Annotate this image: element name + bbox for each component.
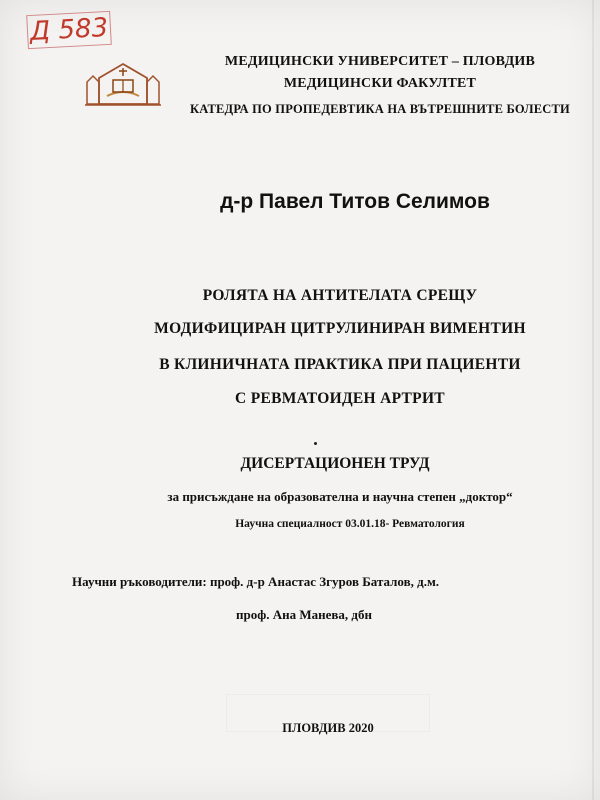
author-name: д-р Павел Титов Селимов xyxy=(220,190,490,213)
supervisors-line-2: проф. Ана Манева, дбн xyxy=(236,607,372,622)
page-edge-shadow xyxy=(592,0,594,800)
university-name: МЕДИЦИНСКИ УНИВЕРСИТЕТ – ПЛОВДИВ xyxy=(224,54,536,69)
dissertation-title-line-4: С РЕВМАТОИДЕН АРТРИТ xyxy=(235,390,445,407)
ink-dot xyxy=(314,442,317,445)
scientific-specialty: Научна специалност 03.01.18- Ревматология xyxy=(235,518,465,530)
department-name: КАТЕДРА ПО ПРОПЕДЕВТИКА НА ВЪТРЕШНИТЕ БОЛЕСТИ xyxy=(190,102,570,116)
faculty-name: МЕДИЦИНСКИ ФАКУЛТЕТ xyxy=(283,76,477,91)
thesis-type: ДИСЕРТАЦИОНЕН ТРУД xyxy=(240,455,430,472)
place-and-year: ПЛОВДИВ 2020 xyxy=(282,721,374,735)
dissertation-title-line-1: РОЛЯТА НА АНТИТЕЛАТА СРЕЩУ xyxy=(202,287,478,304)
supervisors-line-1: Научни ръководители: проф. д-р Анастас Згуров Баталов, д.м. xyxy=(72,574,440,589)
archive-stamp: Д 583 xyxy=(26,11,112,49)
dissertation-title-line-2: МОДИФИЦИРАН ЦИТРУЛИНИРАН ВИМЕНТИН xyxy=(154,320,526,337)
degree-purpose: за присъждане на образователна и научна степен „доктор“ xyxy=(167,489,513,504)
university-logo-icon xyxy=(83,60,163,108)
dissertation-title-line-3: В КЛИНИЧНАТА ПРАКТИКА ПРИ ПАЦИЕНТИ xyxy=(159,356,521,373)
